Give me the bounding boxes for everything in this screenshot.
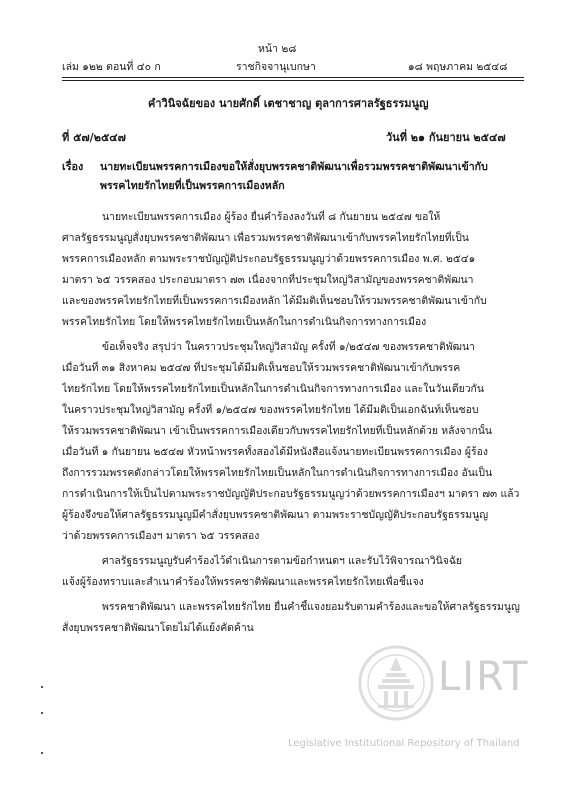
paragraph-line: ศาลรัฐธรรมนูญรับคำร้องไว้ดำเนินการตามข้อกำหนดฯ และรับไว้พิจารณาวินิจฉัย <box>102 555 463 567</box>
watermark-brand: LIRT <box>438 654 530 700</box>
paragraph-court-acceptance <box>62 554 526 596</box>
paragraph-line: พรรคไทยรักไทย โดยให้พรรคไทยรักไทยเป็นหลักในการดำเนินกิจการทางการเมือง <box>62 316 427 328</box>
paragraph-line: สั่งยุบพรรคชาติพัฒนาโดยไม่ได้แย้งคัดค้าน <box>62 622 254 634</box>
paragraph-line: นายทะเบียนพรรคการเมือง ผู้ร้อง ยื่นคำร้องลงวันที่ ๘ กันยายน ๒๕๔๗ ขอให้ <box>102 211 441 223</box>
paragraph-line: เมื่อวันที่ ๓๑ สิงหาคม ๒๕๔๗ ที่ประชุมได้มีมติเห็นชอบให้รวมพรรคชาติพัฒนาเข้ากับพรรค <box>62 362 461 374</box>
paragraph-line: มาตรา ๖๕ วรรคสอง ประกอบมาตรา ๗๓ เนื่องจากที่ประชุมใหญ่วิสามัญของพรรคชาติพัฒนา <box>62 274 474 286</box>
paragraph-line: การดำเนินการให้เป็นไปตามพระราชบัญญัติประกอบรัฐธรรมนูญว่าด้วยพรรคการเมืองฯ มาตรา ๗๓ แล้ว <box>62 488 520 500</box>
paragraph-line: และของพรรคไทยรักไทยที่เป็นพรรคการเมืองหลัก ได้มีมติเห็นชอบให้รวมพรรคชาติพัฒนาเข้ากับ <box>62 295 487 307</box>
watermark-caption: Legislative Institutional Repository of Thailand <box>288 738 520 749</box>
subject-line: พรรคไทยรักไทยที่เป็นพรรคการเมืองหลัก <box>100 180 285 192</box>
paragraph-line: พรรคการเมืองหลัก ตามพระราชบัญญัติประกอบรัฐธรรมนูญว่าด้วยพรรคการเมือง พ.ศ. ๒๕๔๑ <box>62 253 476 265</box>
paragraph-facts <box>62 340 526 550</box>
paragraph-line: เมื่อวันที่ ๑ กันยายน ๒๕๔๗ หัวหน้าพรรคทั้งสองได้มีหนังสือแจ้งนายทะเบียนพรรคการเมือง ผู้ร้อง <box>62 446 488 458</box>
paragraph-line: แจ้งผู้ร้องทราบและสำเนาคำร้องให้พรรคชาติพัฒนาและพรรคไทยรักไทยเพื่อชี้แจง <box>62 576 424 588</box>
document-title: คำวินิจฉัยของ นายศักดิ์ เตชาชาญ ตุลาการศาลรัฐธรรมนูญ <box>148 97 429 110</box>
header-rule-top <box>62 77 524 78</box>
paragraph-line: ในคราวประชุมใหญ่วิสามัญ ครั้งที่ ๑/๒๕๔๗ ของพรรคไทยรักไทย ได้มีมติเป็นเอกฉันท์เห็นชอบ <box>62 404 479 416</box>
paragraph-line: ข้อเท็จจริง สรุปว่า ในคราวประชุมใหญ่วิสามัญ ครั้งที่ ๑/๒๕๔๗ ของพรรคชาติพัฒนา <box>102 341 475 353</box>
paragraph-line: ศาลรัฐธรรมนูญสั่งยุบพรรคชาติพัฒนา เพื่อรวมพรรคชาติพัฒนาเข้ากับพรรคไทยรักไทยที่เป็น <box>62 232 469 244</box>
gazette-volume: เล่ม ๑๒๒ ตอนที่ ๔๐ ก <box>62 61 161 73</box>
decision-number: ที่ ๕๗/๒๕๔๗ <box>62 131 126 144</box>
paragraph-line: ผู้ร้องจึงขอให้ศาลรัฐธรรมนูญมีคำสั่งยุบพรรคชาติพัฒนา ตามพระราชบัญญัติประกอบรัฐธรรมนูญ <box>62 509 489 521</box>
paragraph-line: ให้รวมพรรคชาติพัฒนา เข้าเป็นพรรคการเมืองเดียวกับพรรคไทยรักไทยที่เป็นหลักด้วย หลังจากนั้น <box>62 425 492 437</box>
gazette-date: ๑๘ พฤษภาคม ๒๕๔๘ <box>408 61 508 73</box>
paragraph-line: ไทยรักไทย โดยให้พรรคไทยรักไทยเป็นหลักในการดำเนินกิจการทางการเมือง และในวันเดียวกัน <box>62 383 484 395</box>
paragraph-petition <box>62 210 526 336</box>
scan-speck <box>41 752 43 754</box>
gazette-name: ราชกิจจานุเบกษา <box>236 61 316 73</box>
paragraph-line: ว่าด้วยพรรคการเมืองฯ มาตรา ๖๕ วรรคสอง <box>62 530 260 542</box>
subject-label: เรื่อง <box>62 160 84 173</box>
page-number: หน้า ๒๘ <box>258 43 297 55</box>
decision-date: วันที่ ๒๑ กันยายน ๒๕๔๗ <box>386 131 506 144</box>
header-rule-bottom <box>62 80 524 81</box>
paragraph-parties-response <box>62 600 526 642</box>
scan-speck <box>41 686 43 688</box>
paragraph-line: พรรคชาติพัฒนา และพรรคไทยรักไทย ยื่นคำชี้แจงยอมรับตามคำร้องและขอให้ศาลรัฐธรรมนูญ <box>102 601 520 613</box>
subject-line: นายทะเบียนพรรคการเมืองขอให้สั่งยุบพรรคชาติพัฒนาเพื่อรวมพรรคชาติพัฒนาเข้ากับ <box>100 161 488 173</box>
paragraph-line: ถึงการรวมพรรคดังกล่าวโดยให้พรรคไทยรักไทยเป็นหลักในการดำเนินกิจการทางการเมือง อันเป็น <box>62 467 493 479</box>
scan-speck <box>41 712 43 714</box>
parliament-seal-icon <box>356 643 436 723</box>
